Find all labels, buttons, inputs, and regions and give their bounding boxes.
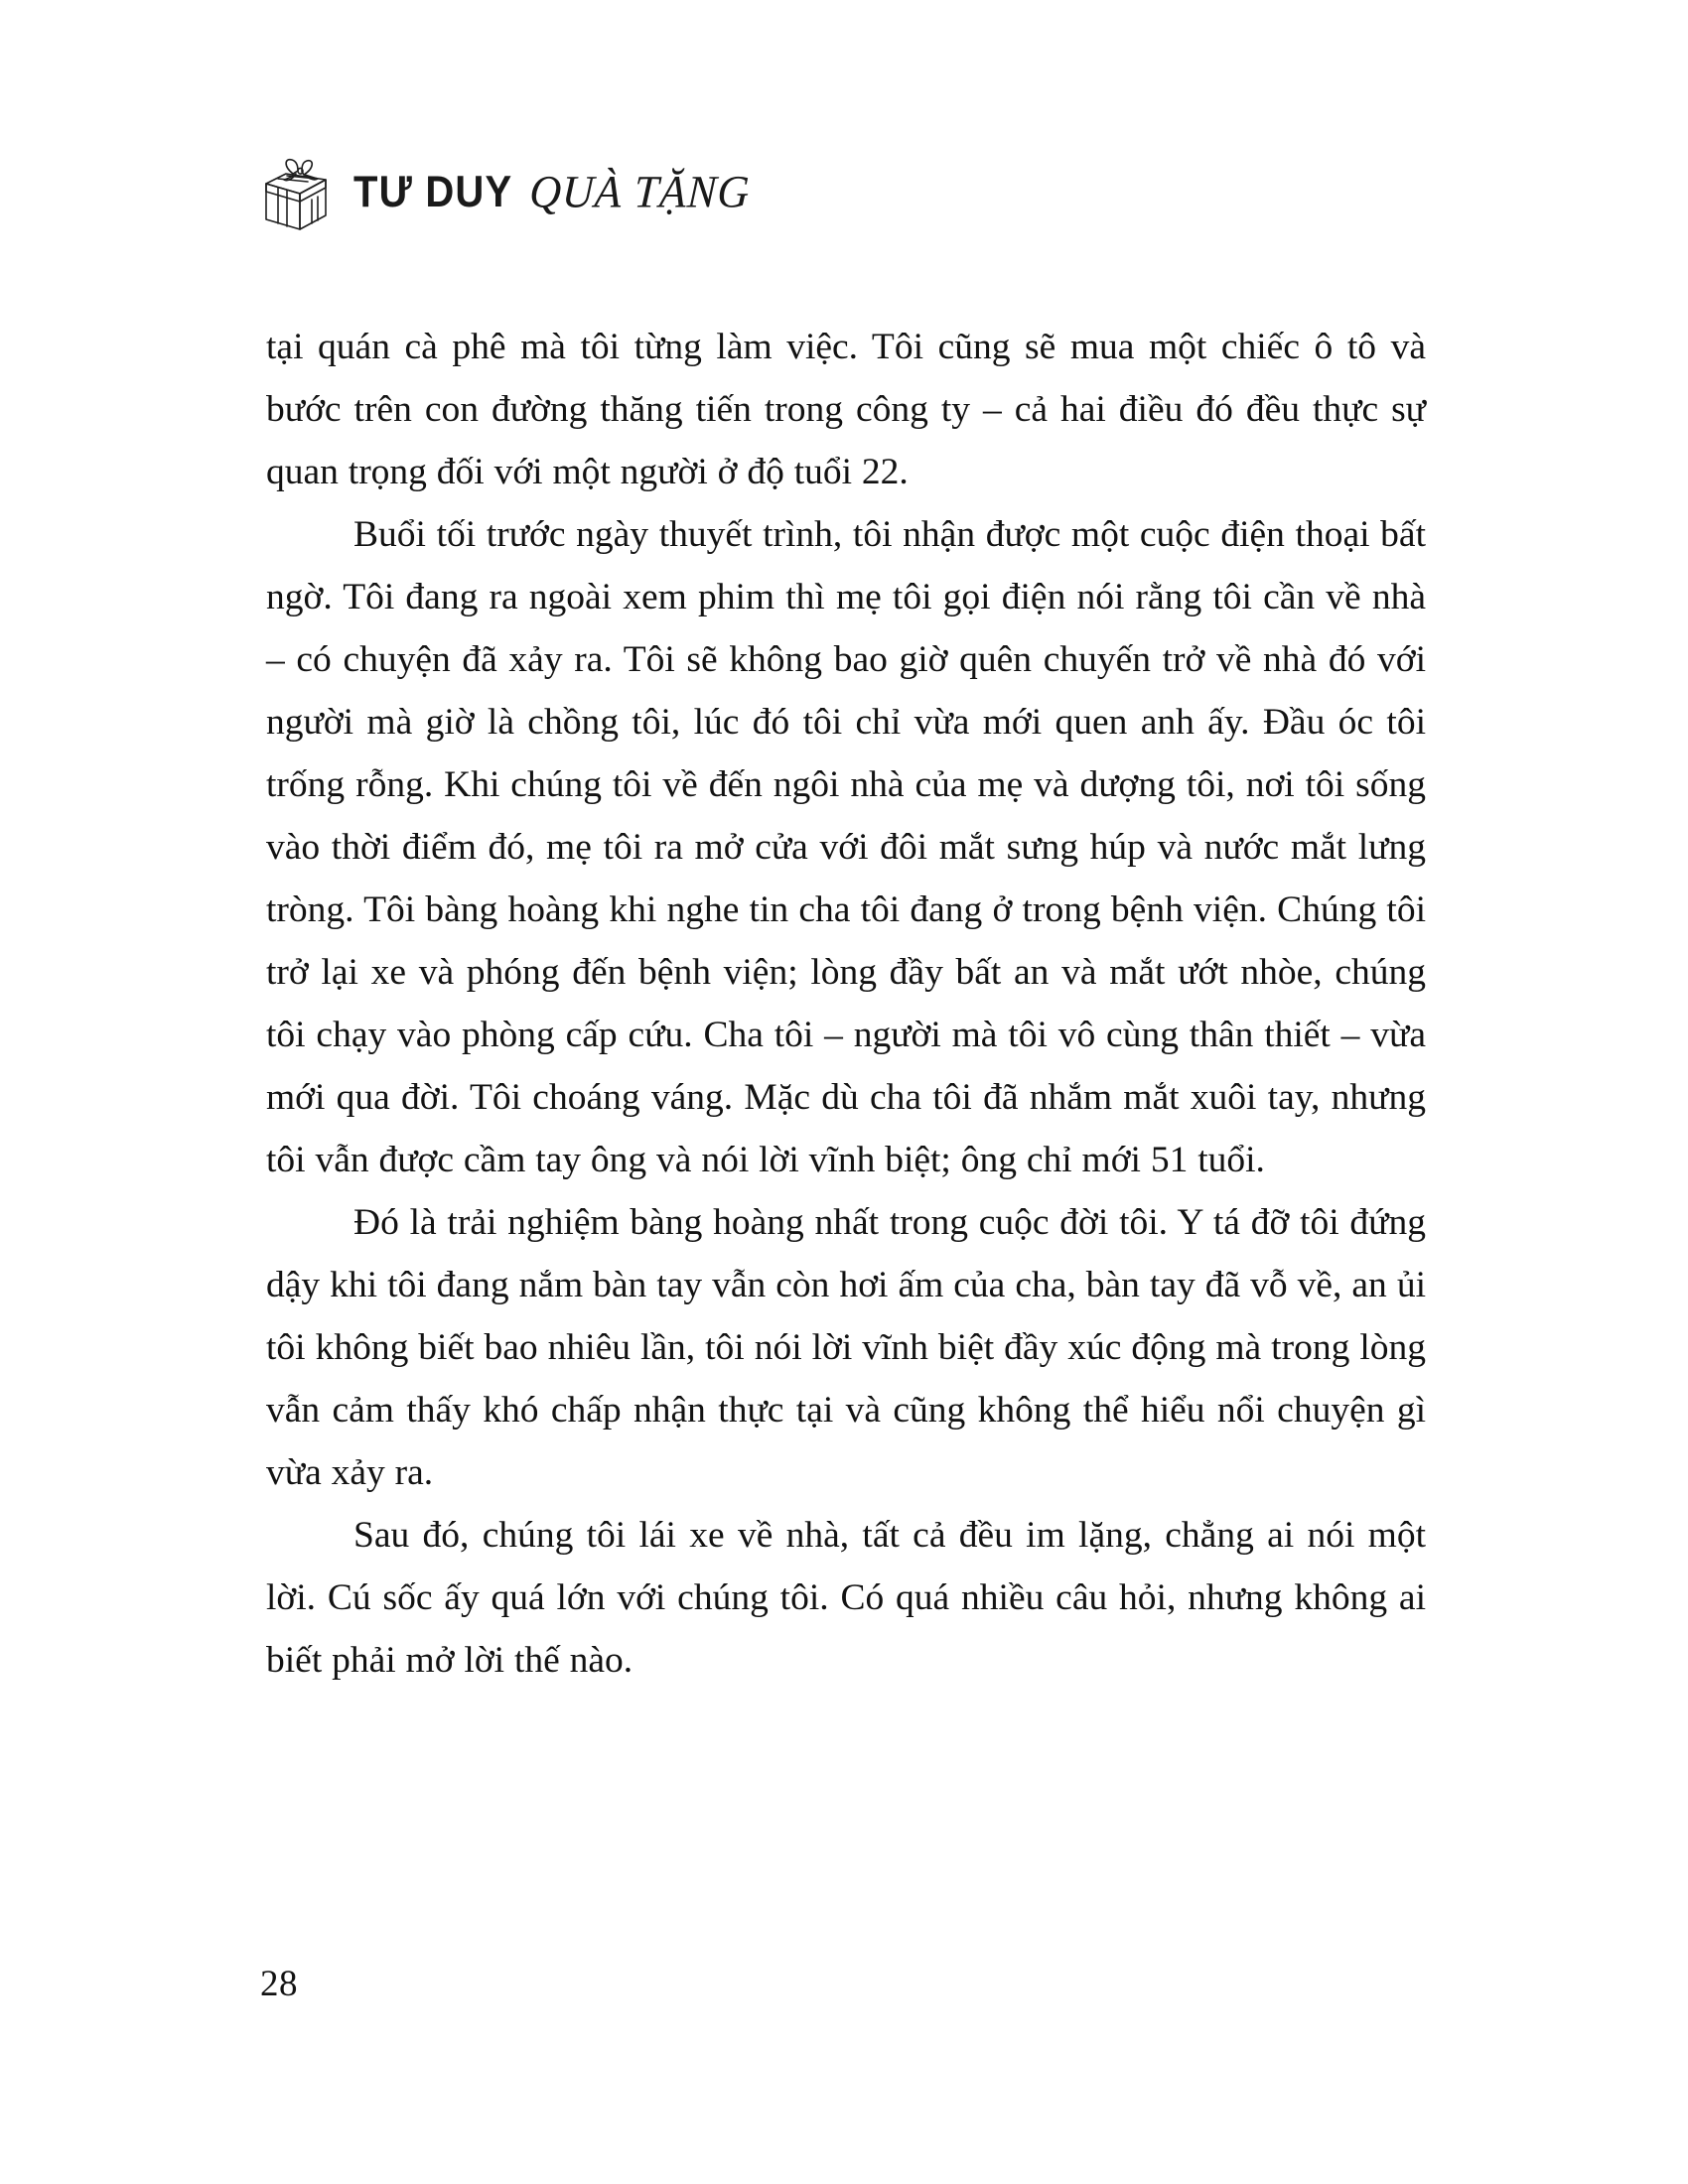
running-header [260,151,752,234]
header-title [353,166,752,218]
header-title-secondary: QUÀ TẶNG [528,166,752,217]
gift-box-icon [260,154,332,231]
body-text-column [266,316,1426,1692]
paragraph-2: Buổi tối trước ngày thuyết trình, tôi nhận được một cuộc điện thoại bất ngờ. Tôi đang ra ngoài xem phim thì mẹ tôi gọi điện nói rằng tôi cần về nhà – có chuyện đã xảy ra. Tôi sẽ không bao giờ quên chuyến trở về nhà đó với người mà giờ là chồng tôi, lúc đó tôi chỉ vừa mới quen anh ấy. Đầu óc tôi trống rỗng. Khi chúng tôi về đến ngôi nhà của mẹ và dượng tôi, nơi tôi sống vào thời điểm đó, mẹ tôi ra mở cửa với đôi mắt sưng húp và nước mắt lưng tròng. Tôi bàng hoàng khi nghe tin cha tôi đang ở trong bệnh viện. Chúng tôi trở lại xe và phóng đến bệnh viện; lòng đầy bất an và mắt ướt nhòe, chúng tôi chạy vào phòng cấp cứu. Cha tôi – người mà tôi vô cùng thân thiết – vừa mới qua đời. Tôi choáng váng. Mặc dù cha tôi đã nhắm mắt xuôi tay, nhưng tôi vẫn được cầm tay ông và nói lời vĩnh biệt; ông chỉ mới 51 tuổi. [266,514,1426,1180]
page-number: 28 [260,1964,298,2004]
paragraph-3: Đó là trải nghiệm bàng hoàng nhất trong cuộc đời tôi. Y tá đỡ tôi đứng dậy khi tôi đang nắm bàn tay vẫn còn hơi ấm của cha, bàn tay đã vỗ về, an ủi tôi không biết bao nhiêu lần, tôi nói lời vĩnh biệt đầy xúc động mà trong lòng vẫn cảm thấy khó chấp nhận thực tại và cũng không thể hiểu nổi chuyện gì vừa xảy ra. [266,1202,1426,1493]
header-title-primary: TƯ DUY [353,167,513,216]
paragraph-1: tại quán cà phê mà tôi từng làm việc. Tôi cũng sẽ mua một chiếc ô tô và bước trên con đường thăng tiến trong công ty – cả hai điều đó đều thực sự quan trọng đối với một người ở độ tuổi 22. [266,327,1426,492]
paragraph-4: Sau đó, chúng tôi lái xe về nhà, tất cả đều im lặng, chẳng ai nói một lời. Cú sốc ấy quá lớn với chúng tôi. Có quá nhiều câu hỏi, nhưng không ai biết phải mở lời thế nào. [266,1515,1426,1681]
